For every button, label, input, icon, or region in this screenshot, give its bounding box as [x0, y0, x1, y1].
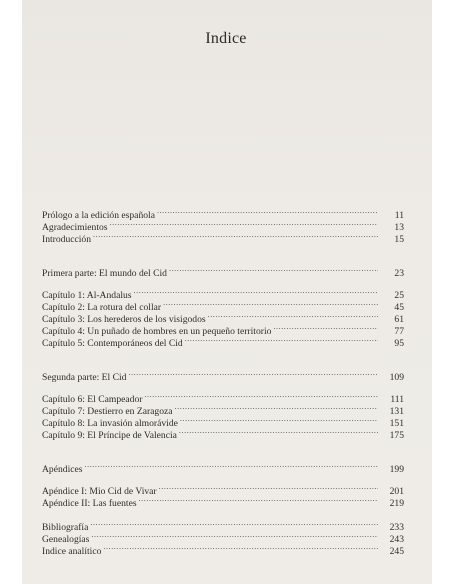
toc-row-capitulo-3 — [42, 310, 404, 325]
toc-entry-label: Prólogo a la edición española — [42, 210, 155, 221]
toc-page-number: 111 — [390, 394, 404, 405]
dot-leader — [110, 218, 378, 230]
toc-row-capitulo-7 — [42, 402, 404, 417]
dot-leader — [180, 414, 378, 426]
toc-entry-label: Bibliografía — [42, 522, 89, 533]
toc-row-indice-analitico — [42, 542, 404, 557]
dot-leader — [134, 286, 378, 298]
dot-leader — [128, 368, 378, 380]
toc-page-number: 23 — [394, 268, 404, 279]
toc-entry-label: Apéndice I: Mio Cid de Vivar — [42, 486, 157, 497]
toc-entry-label: Primera parte: El mundo del Cid — [42, 268, 167, 279]
toc-row-capitulo-2 — [42, 298, 404, 313]
dot-leader — [103, 542, 378, 554]
toc-entry-label: Capítulo 7: Destierro en Zaragoza — [42, 406, 173, 417]
dot-leader — [179, 426, 378, 438]
toc-entry-label: Capítulo 4: Un puñado de hombres en un pequeño territorio — [42, 326, 272, 337]
dot-leader — [159, 482, 378, 494]
toc-row-apendices — [42, 460, 404, 475]
toc-page-number: 45 — [394, 302, 404, 313]
dot-leader — [93, 230, 378, 242]
toc-entry-label: Genealogías — [42, 534, 90, 545]
toc-row-introduccion — [42, 230, 404, 245]
toc-entry-label: Capítulo 8: La invasión almorávide — [42, 418, 178, 429]
toc-entry-label: Capítulo 2: La rotura del collar — [42, 302, 162, 313]
toc-page-number: 243 — [389, 534, 404, 545]
toc-page-number: 15 — [394, 234, 404, 245]
toc-page-number: 131 — [389, 406, 404, 417]
toc-page-number: 109 — [389, 372, 404, 383]
dot-leader — [90, 518, 378, 530]
toc-page-number: 245 — [389, 546, 404, 557]
toc-page-number: 13 — [394, 222, 404, 233]
dot-leader — [273, 322, 378, 334]
toc-page-number: 11 — [394, 210, 404, 221]
toc-row-primera-parte — [42, 264, 404, 279]
dot-leader — [139, 494, 378, 506]
toc-entry-label: Agradecimientos — [42, 222, 108, 233]
toc-row-prologo — [42, 206, 404, 221]
page-title: Indice — [205, 30, 247, 47]
toc-row-capitulo-4 — [42, 322, 404, 337]
toc-page-number: 201 — [389, 486, 404, 497]
toc-entry-label: Introducción — [42, 234, 92, 245]
toc-row-agradecimientos — [42, 218, 404, 233]
toc-entry-label: Capítulo 6: El Campeador — [42, 394, 143, 405]
toc-page-number: 77 — [394, 326, 404, 337]
toc-entry-label: Capítulo 3: Los herederos de los visigodos — [42, 314, 206, 325]
toc-row-genealogias — [42, 530, 404, 545]
toc-entry-label: Apéndices — [42, 464, 83, 475]
toc-entry-label: Indice analítico — [42, 546, 102, 557]
toc-row-apendice-1 — [42, 482, 404, 497]
dot-leader — [175, 402, 378, 414]
toc-row-segunda-parte — [42, 368, 404, 383]
dot-leader — [208, 310, 378, 322]
toc-page-number: 151 — [389, 418, 404, 429]
dot-leader — [157, 206, 378, 218]
dot-leader — [185, 334, 378, 346]
toc-entry-label: Capítulo 1: Al-Andalus — [42, 290, 132, 301]
toc-page-number: 175 — [389, 430, 404, 441]
toc-page-number: 95 — [394, 338, 404, 349]
toc-page-number: 219 — [389, 498, 404, 509]
toc-entry-label: Segunda parte: El Cid — [42, 372, 127, 383]
toc-page-number: 25 — [394, 290, 404, 301]
toc-row-capitulo-6 — [42, 390, 404, 405]
toc-entry-label: Capítulo 5: Contemporáneos del Cid — [42, 338, 183, 349]
dot-leader — [144, 390, 378, 402]
toc-page-number: 233 — [389, 522, 404, 533]
toc-row-capitulo-8 — [42, 414, 404, 429]
toc-row-capitulo-5 — [42, 334, 404, 349]
dot-leader — [85, 460, 379, 472]
toc-row-capitulo-9 — [42, 426, 404, 441]
toc-page-number: 199 — [389, 464, 404, 475]
dot-leader — [163, 298, 378, 310]
toc-entry-label: Apéndice II: Las fuentes — [42, 498, 137, 509]
toc-row-apendice-2 — [42, 494, 404, 509]
dot-leader — [169, 264, 378, 276]
toc-entry-label: Capítulo 9: El Príncipe de Valencia — [42, 430, 177, 441]
toc-page-number: 61 — [394, 314, 404, 325]
toc-row-bibliografia — [42, 518, 404, 533]
toc-row-capitulo-1 — [42, 286, 404, 301]
dot-leader — [91, 530, 378, 542]
